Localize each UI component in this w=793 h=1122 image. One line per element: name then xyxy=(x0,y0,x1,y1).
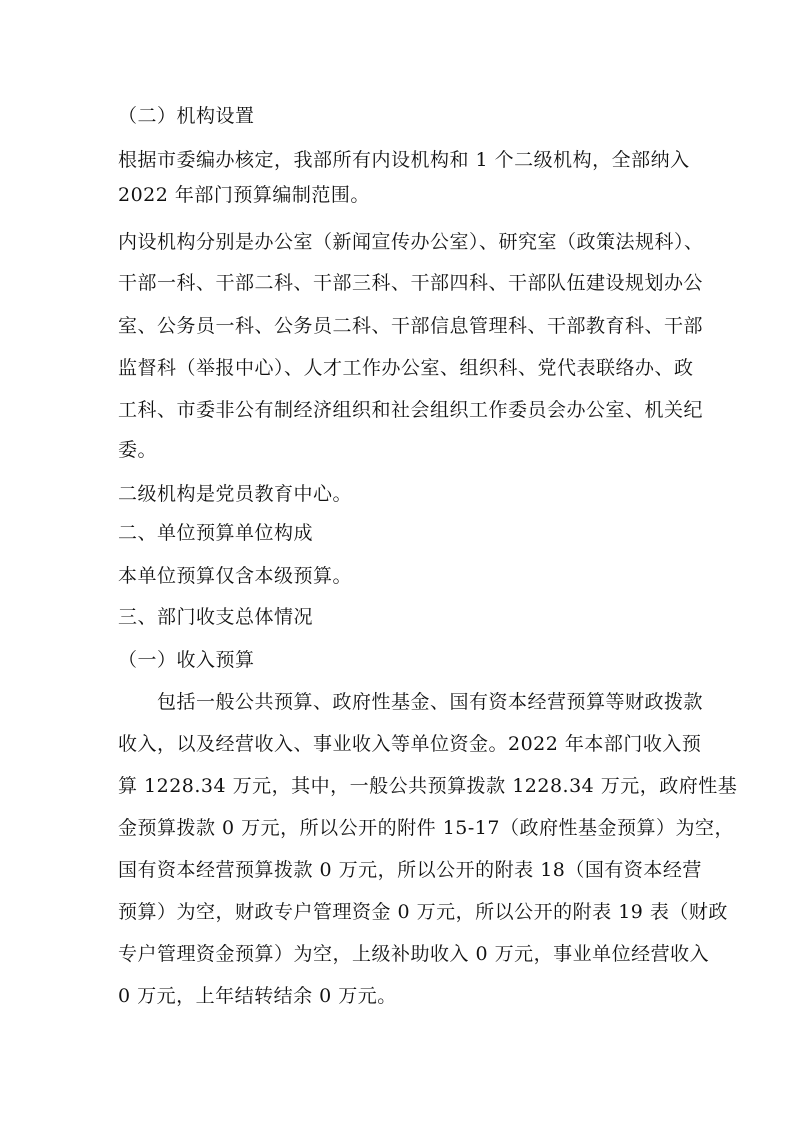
paragraph-line: 监督科（举报中心）、人才工作办公室、组织科、党代表联络办、政 xyxy=(118,357,694,379)
paragraph-line: 本单位预算仅含本级预算。 xyxy=(118,565,353,587)
paragraph-line: 干部一科、干部二科、干部三科、干部四科、干部队伍建设规划办公 xyxy=(118,272,704,294)
paragraph-line: 根据市委编办核定，我部所有内设机构和 1 个二级机构，全部纳入 xyxy=(118,149,690,171)
paragraph-line: 工科、市委非公有制经济组织和社会组织工作委员会办公室、机关纪 xyxy=(118,399,704,421)
paragraph-line: 包括一般公共预算、政府性基金、国有资本经营预算等财政拨款 xyxy=(157,691,704,713)
paragraph-line: 国有资本经营预算拨款 0 万元，所以公开的附表 18（国有资本经营 xyxy=(118,859,702,881)
section-heading-revenue-expenditure: 三、部门收支总体情况 xyxy=(118,606,314,628)
paragraph-line: 2022 年部门预算编制范围。 xyxy=(118,184,370,206)
paragraph-line: 预算）为空，财政专户管理资金 0 万元，所以公开的附表 19 表（财政 xyxy=(118,901,728,923)
paragraph-line: 二级机构是党员教育中心。 xyxy=(118,483,353,505)
paragraph-line: 专户管理资金预算）为空，上级补助收入 0 万元，事业单位经营收入 xyxy=(118,943,710,965)
subsection-heading-revenue-budget: （一）收入预算 xyxy=(118,649,255,671)
paragraph-line: 收入，以及经营收入、事业收入等单位资金。2022 年本部门收入预 xyxy=(118,733,702,755)
section-heading-organization: （二）机构设置 xyxy=(118,105,255,127)
paragraph-line: 金预算拨款 0 万元，所以公开的附件 15-17（政府性基金预算）为空， xyxy=(118,817,734,839)
paragraph-line: 0 万元，上年结转结余 0 万元。 xyxy=(118,985,397,1007)
section-heading-unit-composition: 二、单位预算单位构成 xyxy=(118,522,314,544)
paragraph-line: 内设机构分别是办公室（新闻宣传办公室）、研究室（政策法规科）、 xyxy=(118,231,704,253)
paragraph-line: 委。 xyxy=(118,439,158,461)
paragraph-line: 室、公务员一科、公务员二科、干部信息管理科、干部教育科、干部 xyxy=(118,315,704,337)
paragraph-line: 算 1228.34 万元，其中，一般公共预算拨款 1228.34 万元，政府性基 xyxy=(118,775,738,797)
